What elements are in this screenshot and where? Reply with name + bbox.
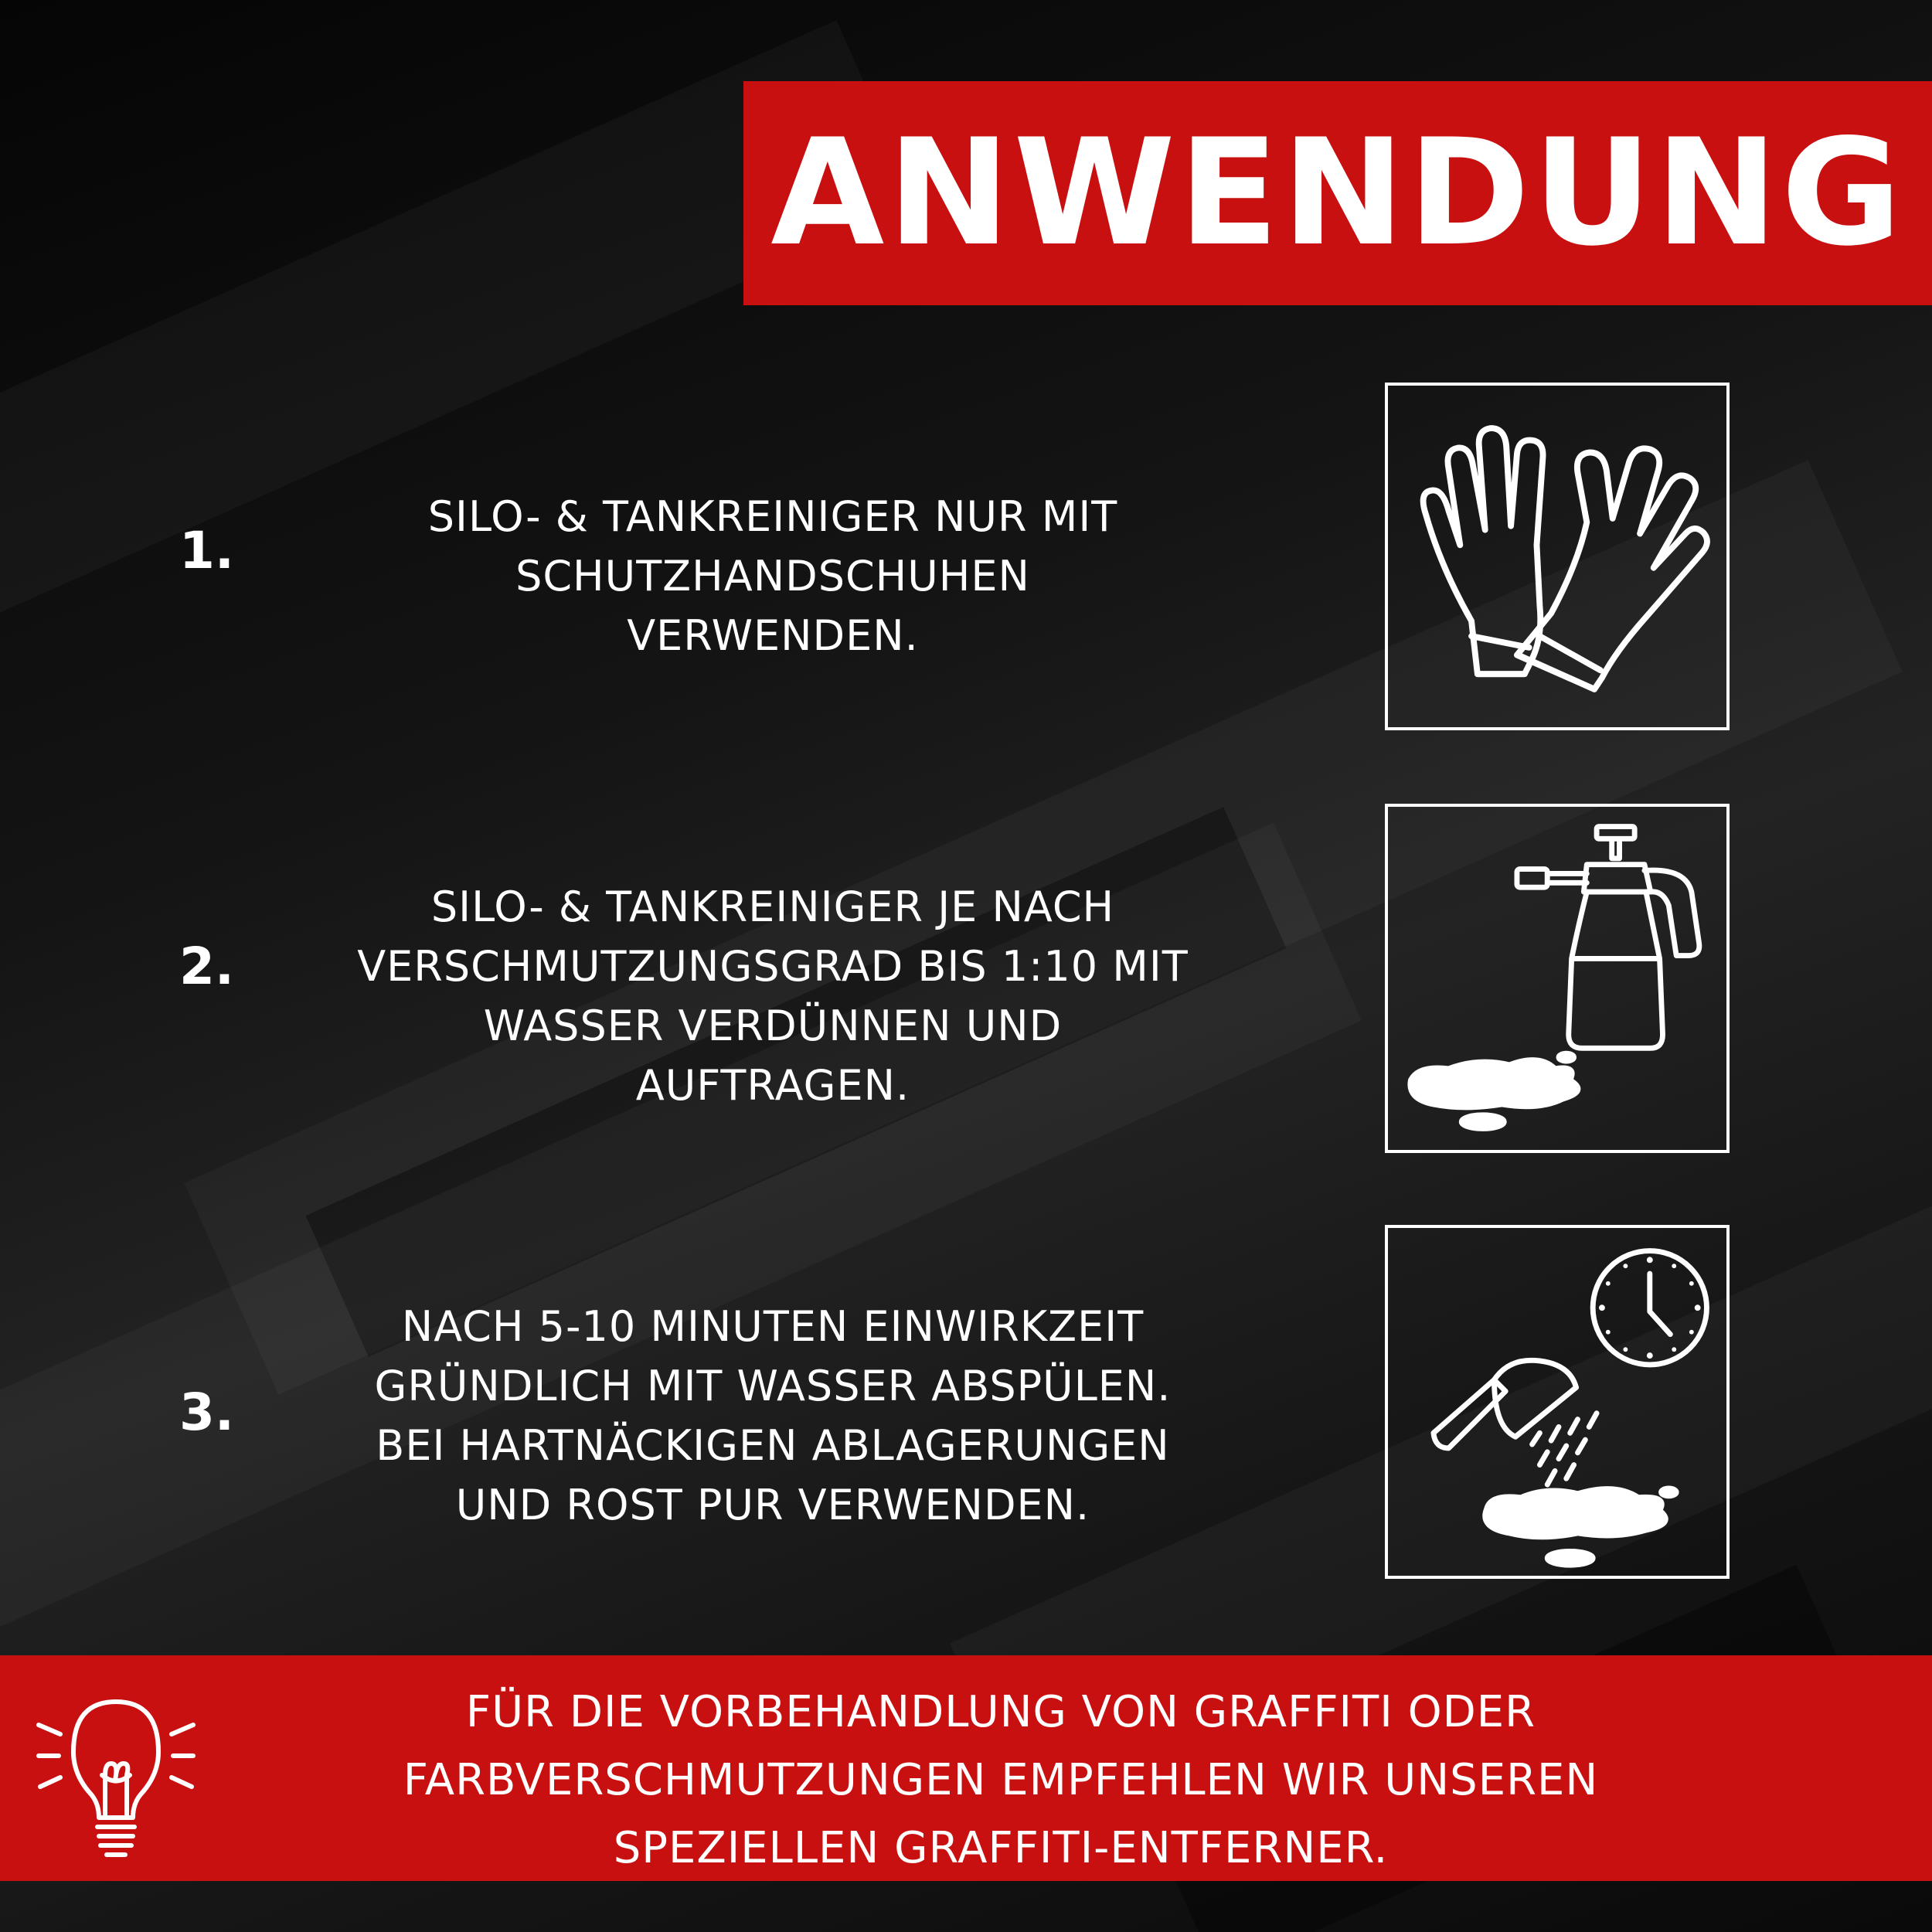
- gloves-icon: [1388, 386, 1726, 727]
- step-text: SILO- & TANKREINIGER NUR MIT SCHUTZHANDSCHUHEN VERWENDEN.: [427, 492, 1118, 660]
- page-title: ANWENDUNG: [770, 107, 1905, 278]
- step-text: NACH 5-10 MINUTEN EINWIRKZEIT GRÜNDLICH MIT WASSER ABSPÜLEN. BEI HARTNÄCKIGEN ABLAGERUNGEN UND ROST PUR VERWENDEN.: [374, 1302, 1172, 1529]
- rinse-timer-icon: [1388, 1228, 1726, 1576]
- title-banner: [743, 81, 1932, 305]
- tip-text: FÜR DIE VORBEHANDLUNG VON GRAFFITI ODER FARBVERSCHMUTZUNGEN EMPFEHLEN WIR UNSEREN SPEZIELLEN GRAFFITI-ENTFERNER.: [403, 1687, 1599, 1873]
- step-text: SILO- & TANKREINIGER JE NACH VERSCHMUTZUNGSGRAD BIS 1:10 MIT WASSER VERDÜNNEN UND AUFTRAGEN.: [357, 883, 1189, 1110]
- step-icon-frame: [1385, 804, 1730, 1153]
- step-number: 2.: [179, 937, 234, 996]
- pressure-sprayer-icon: [1388, 807, 1726, 1150]
- step-number: 1.: [179, 521, 234, 580]
- step-icon-frame: [1385, 1225, 1730, 1579]
- tip-banner: [0, 1655, 1932, 1881]
- step-icon-frame: [1385, 383, 1730, 730]
- step-number: 3.: [179, 1383, 234, 1442]
- lightbulb-icon: [31, 1679, 201, 1864]
